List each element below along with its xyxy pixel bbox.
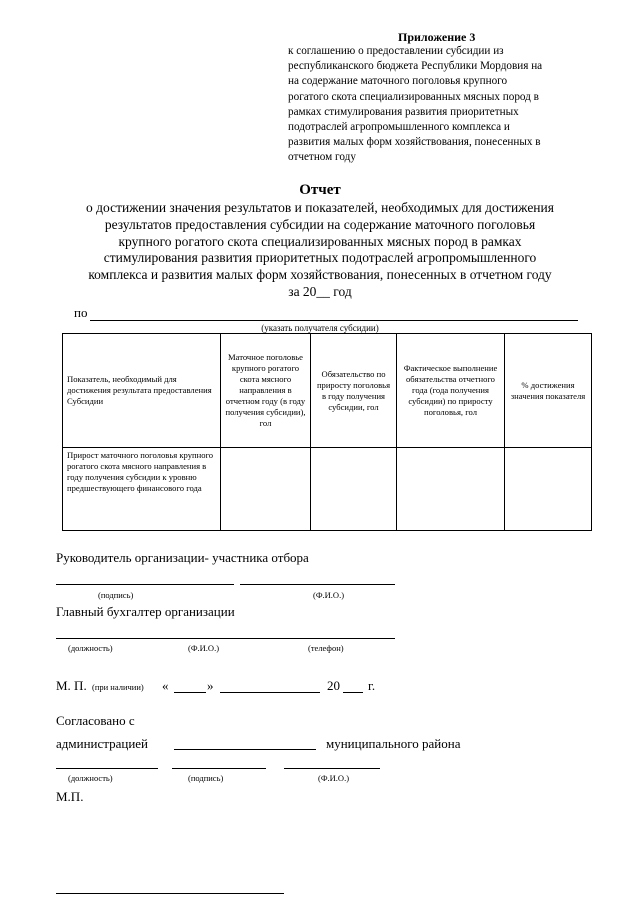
quote-close: » <box>207 678 214 693</box>
annex-line: на содержание маточного поголовья крупного <box>288 75 508 88</box>
sign-hint: (подпись) <box>98 590 134 600</box>
accountant-line <box>56 638 395 639</box>
report-table <box>62 333 592 531</box>
sign-hint: (подпись) <box>188 773 224 783</box>
accountant-label: Главный бухгалтер организации <box>56 604 235 619</box>
report-subtitle <box>40 200 600 301</box>
year-line <box>343 692 363 693</box>
table-cell: Прирост маточного поголовья крупного рогатого скота мясного направления в году получения субсидии к уровню предшествующего финансового года <box>63 448 221 531</box>
administration-line <box>174 749 316 750</box>
fio-hint: (Ф.И.О.) <box>313 590 345 600</box>
year-prefix: 20 <box>327 678 340 693</box>
annex-line: рамках стимулирования развития приоритетных <box>288 105 519 118</box>
head-sign-line <box>56 584 234 585</box>
month-line <box>220 692 320 693</box>
table-cell <box>311 448 397 531</box>
po-label: по <box>74 305 88 320</box>
sign-line <box>172 768 266 769</box>
report-line: о достижении значения результатов и показателей, необходимых для достижения <box>86 200 554 215</box>
annex-line: подотраслей агропромышленного комплекса и <box>288 121 510 134</box>
table-header: Фактическое выполнение обязательства отчетного года (года получения субсидии) по приросту поголовья, гол <box>397 334 505 448</box>
municipal-label: муниципального района <box>326 736 461 751</box>
table-cell <box>505 448 592 531</box>
report-line: результатов предоставления субсидии на содержание маточного поголовья <box>104 216 536 232</box>
recipient-line <box>90 320 578 321</box>
annex-text <box>288 44 598 166</box>
report-title: Отчет <box>299 182 341 198</box>
table-header: Обязательство по приросту поголовья в году получения субсидии, гол <box>311 334 397 448</box>
head-fio-line <box>240 584 395 585</box>
report-line: комплекса и развития малых форм хозяйствования, понесенных в отчетном году <box>88 267 552 283</box>
position-line <box>56 768 158 769</box>
table-cell <box>221 448 311 531</box>
report-line: крупного рогатого скота специализированных мясных пород в рамках <box>118 233 522 249</box>
mp-label: М. П. <box>56 678 87 693</box>
agreed-label: Согласовано с <box>56 713 135 728</box>
annex-line: отчетном году <box>288 151 356 164</box>
quote-open: « <box>162 678 169 693</box>
annex-title: Приложение 3 <box>398 30 476 44</box>
administration-label: администрацией <box>56 736 149 751</box>
annex-line: к соглашению о предоставлении субсидии из <box>288 45 504 57</box>
recipient-hint: (указать получателя субсидии) <box>261 323 379 333</box>
fio-line <box>284 768 380 769</box>
head-label: Руководитель организации- участника отбора <box>56 550 309 565</box>
fio-hint: (Ф.И.О.) <box>188 643 220 653</box>
table-row <box>63 448 592 531</box>
annex-line: развития малых форм хозяйствования, понесенных в <box>288 136 541 149</box>
mp-bottom-label: М.П. <box>56 789 84 804</box>
table-header-row <box>63 334 592 448</box>
year-suffix: г. <box>368 678 376 693</box>
annex-line: республиканского бюджета Республики Мордовия на <box>288 60 543 73</box>
fio-hint: (Ф.И.О.) <box>318 773 350 783</box>
table-cell <box>397 448 505 531</box>
table-header: Показатель, необходимый для достижения результата предоставления Субсидии <box>63 334 221 448</box>
day-line <box>174 692 206 693</box>
table-header: Маточное поголовье крупного рогатого скота мясного направления в отчетном году (в году получения субсидии), гол <box>221 334 311 448</box>
position-hint: (должность) <box>68 773 113 783</box>
report-line: за 20__ год <box>288 283 352 299</box>
footnote-divider <box>56 893 284 894</box>
table-header: % достижения значения показателя <box>505 334 592 448</box>
position-hint: (должность) <box>68 643 113 653</box>
report-line: стимулирования развития приоритетных подотраслей агропромышленного <box>103 250 537 266</box>
annex-line: рогатого скота специализированных мясных пород в <box>288 90 539 103</box>
mp-hint: (при наличии) <box>92 682 144 692</box>
phone-hint: (телефон) <box>308 643 344 653</box>
